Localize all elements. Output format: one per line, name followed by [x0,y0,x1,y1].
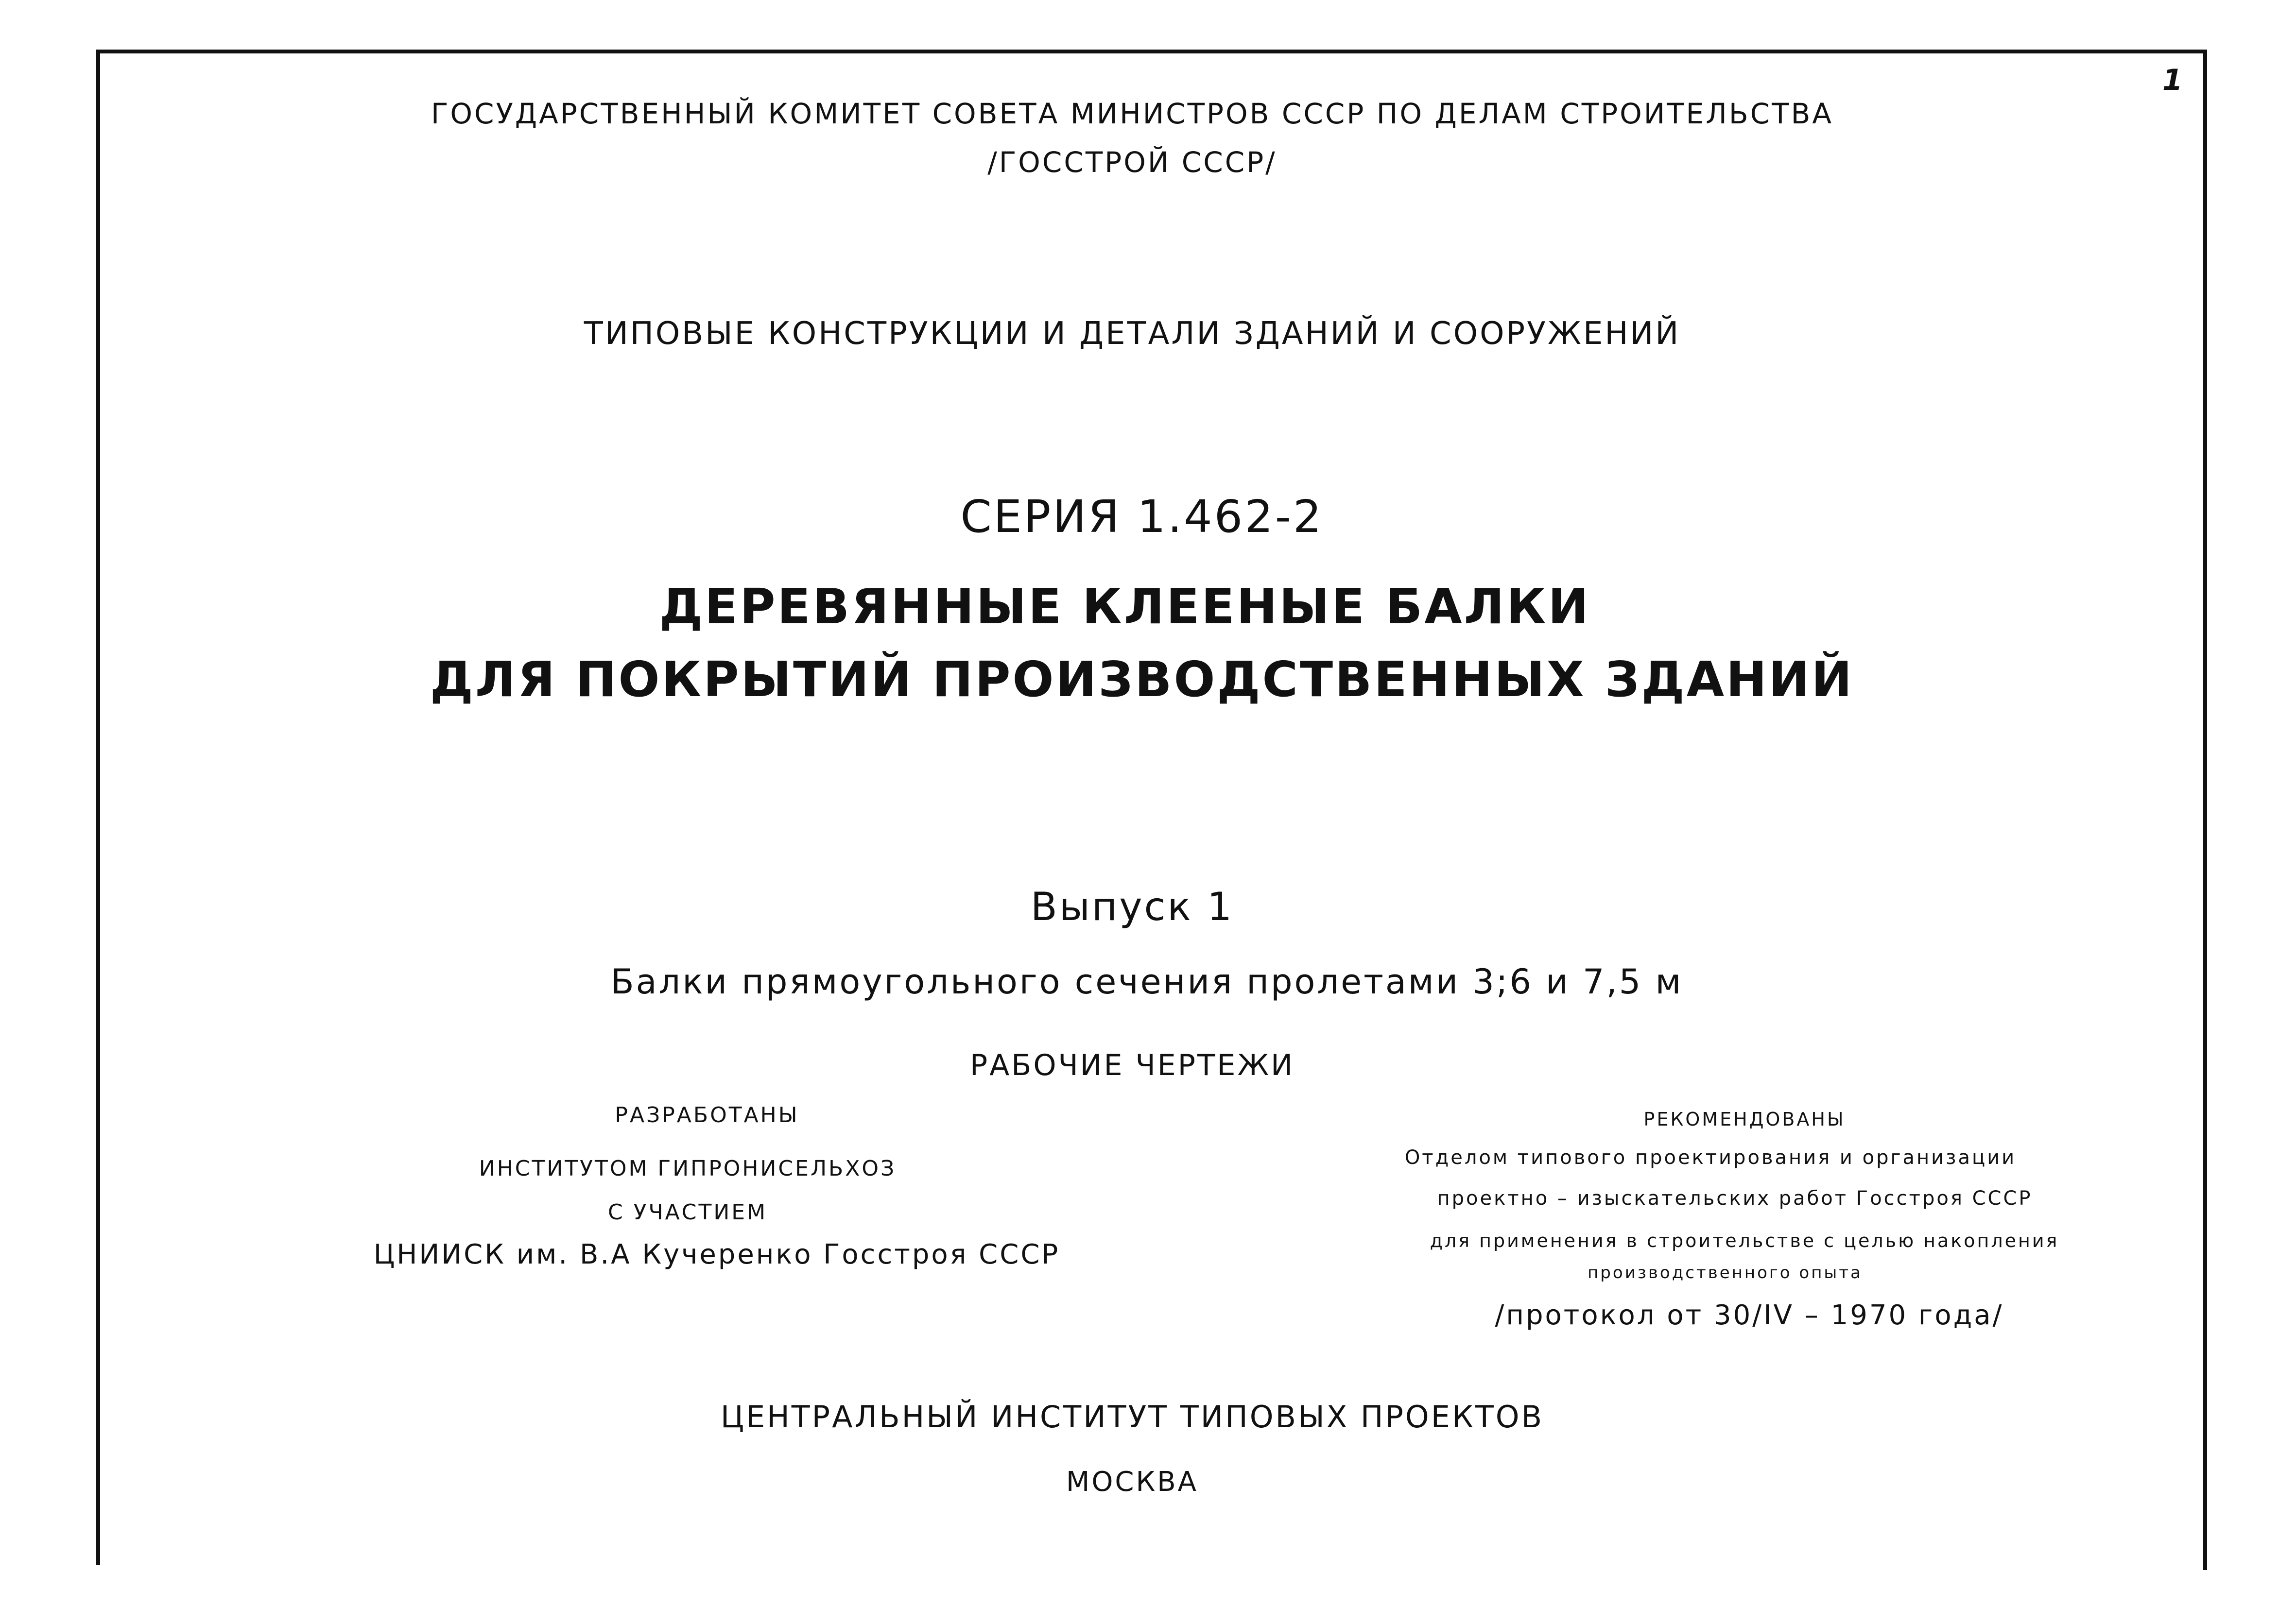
document-type: РАБОЧИЕ ЧЕРТЕЖИ [970,1048,1295,1082]
developed-participation: С УЧАСТИЕМ [607,1200,768,1225]
issue-label: Выпуск 1 [1030,884,1234,929]
developed-co-institute: ЦНИИСК им. В.А Кучеренко Госстроя СССР [373,1239,1060,1270]
publisher-city: МОСКВА [1066,1466,1198,1498]
recommended-line-3: для применения в строительстве с целью накопления [1430,1230,2059,1251]
recommended-heading: РЕКОМЕНДОВАНЫ [1643,1109,1846,1130]
recommended-line-2: проектно – изыскательских работ Госстроя СССР [1437,1187,2033,1210]
developed-heading: РАЗРАБОТАНЫ [615,1103,799,1128]
series-number: СЕРИЯ 1.462-2 [960,491,1324,543]
protocol-reference: /протокол от 30/IV – 1970 года/ [1495,1299,2004,1331]
publisher-name: ЦЕНТРАЛЬНЫЙ ИНСТИТУТ ТИПОВЫХ ПРОЕКТОВ [720,1399,1544,1435]
recommended-line-1: Отделом типового проектирования и организации [1404,1146,2017,1169]
issue-subtitle: Балки прямоугольного сечения пролетами 3;6 и 7,5 м [610,962,1683,1002]
main-title-line-1: ДЕРЕВЯННЫЕ КЛЕЕНЫЕ БАЛКИ [659,578,1591,635]
developed-institute: ИНСТИТУТОМ ГИПРОНИСЕЛЬХОЗ [479,1156,897,1181]
collection-title: ТИПОВЫЕ КОНСТРУКЦИИ И ДЕТАЛИ ЗДАНИЙ И СООРУЖЕНИЙ [584,316,1681,352]
committee-short-name: /ГОССТРОЙ СССР/ [987,146,1277,179]
recommended-line-4: производственного опыта [1588,1263,1863,1282]
frame-right-border [2203,50,2207,1570]
main-title-line-2: ДЛЯ ПОКРЫТИЙ ПРОИЗВОДСТВЕННЫХ ЗДАНИЙ [430,651,1854,708]
sheet-number: 1 [2162,63,2183,97]
frame-top-border [96,50,2207,53]
committee-name: ГОСУДАРСТВЕННЫЙ КОМИТЕТ СОВЕТА МИНИСТРОВ СССР ПО ДЕЛАМ СТРОИТЕЛЬСТВА [431,97,1834,130]
frame-left-border [96,50,100,1565]
